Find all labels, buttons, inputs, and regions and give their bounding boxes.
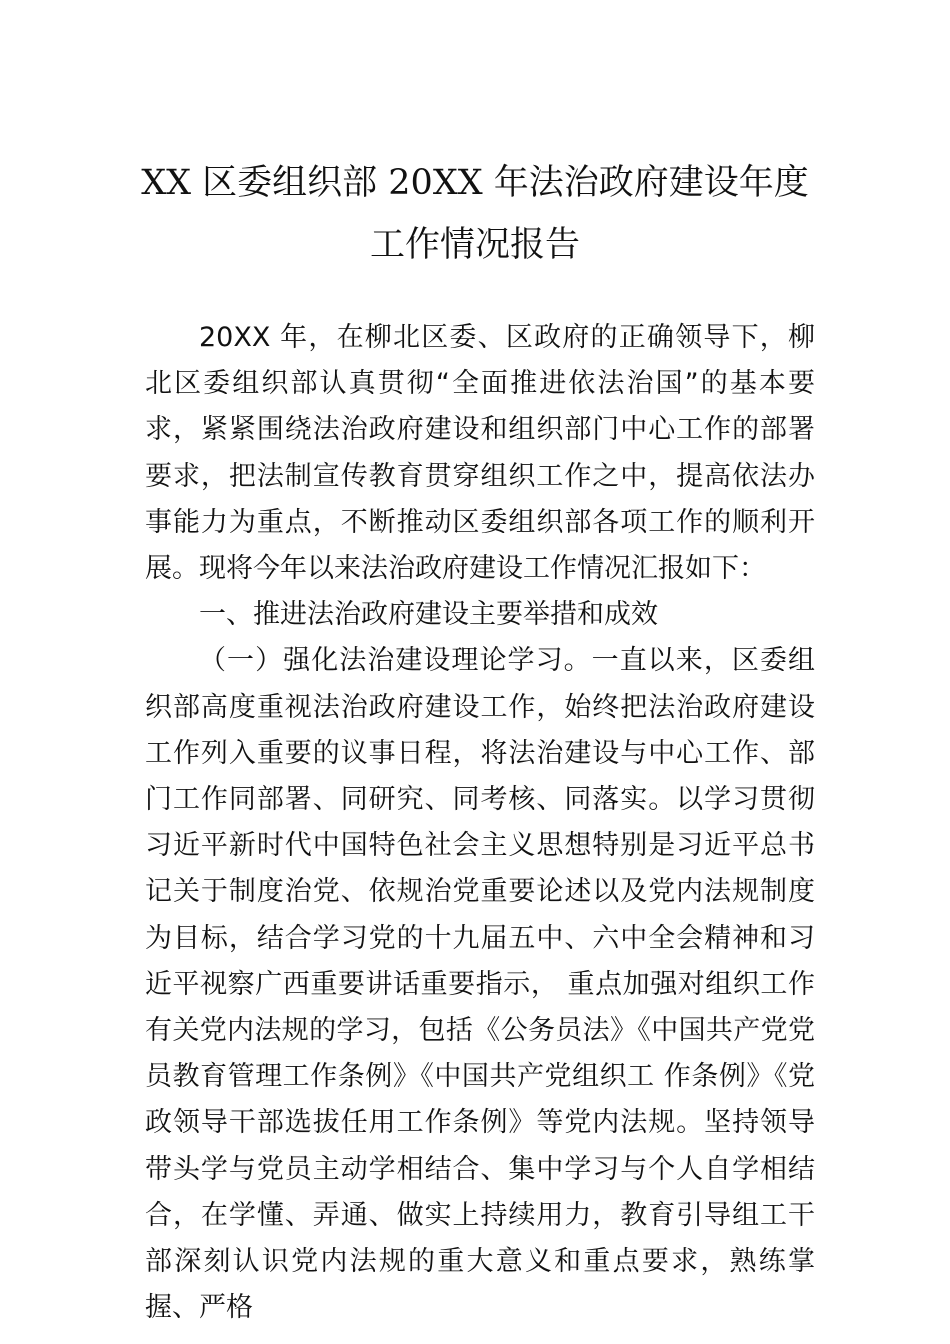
document-title-line-1: XX 区委组织部 20XX 年法治政府建设年度	[141, 163, 809, 203]
document-body	[145, 315, 815, 1331]
section-paragraph: （一）强化法治建设理论学习。一直以来，区委组织部高度重视法治政府建设工作，始终把法治政府建设工作列入重要的议事日程，将法治建设与中心工作、部门工作同部署、同研究、同考核、同落实。以学习贯彻习近平新时代中国特色社会主义思想特别是习近平总书记关于制度治党、依规治党重要论述以及党内法规制度为目标，结合学习党的十九届五中、六中全会精神和习近平视察广西重要讲话重要指示， 重点加强对组织工作有关党内法规的学习，包括《公务员法》《中国共产党党员教育管理工作条例》《中国共产党组织工 作条例》《党政领导干部选拔任用工作条例》等党内法规。坚持领导带头学与党员主动学相结合、集中学习与个人自学相结合，在学懂、弄通、做实上持续用力，教育引导组工干部深刻认识党内法规的重大意义和重点要求，熟练掌握、严格	[145, 645, 815, 1324]
section-heading: 一、推进法治政府建设主要举措和成效	[199, 599, 658, 631]
document-title-line-2: 工作情况报告	[369, 225, 580, 265]
intro-paragraph: 20XX 年，在柳北区委、区政府的正确领导下，柳北区委组织部认真贯彻“全面推进依法治国”的基本要求，紧紧围绕法治政府建设和组织部门中心工作的部署要求，把法制宣传教育贯穿组织工作之中，提高依法办事能力为重点，不断推动区委组织部各项工作的顺利开展。现将今年以来法治政府建设工作情况汇报如下：	[145, 322, 815, 585]
